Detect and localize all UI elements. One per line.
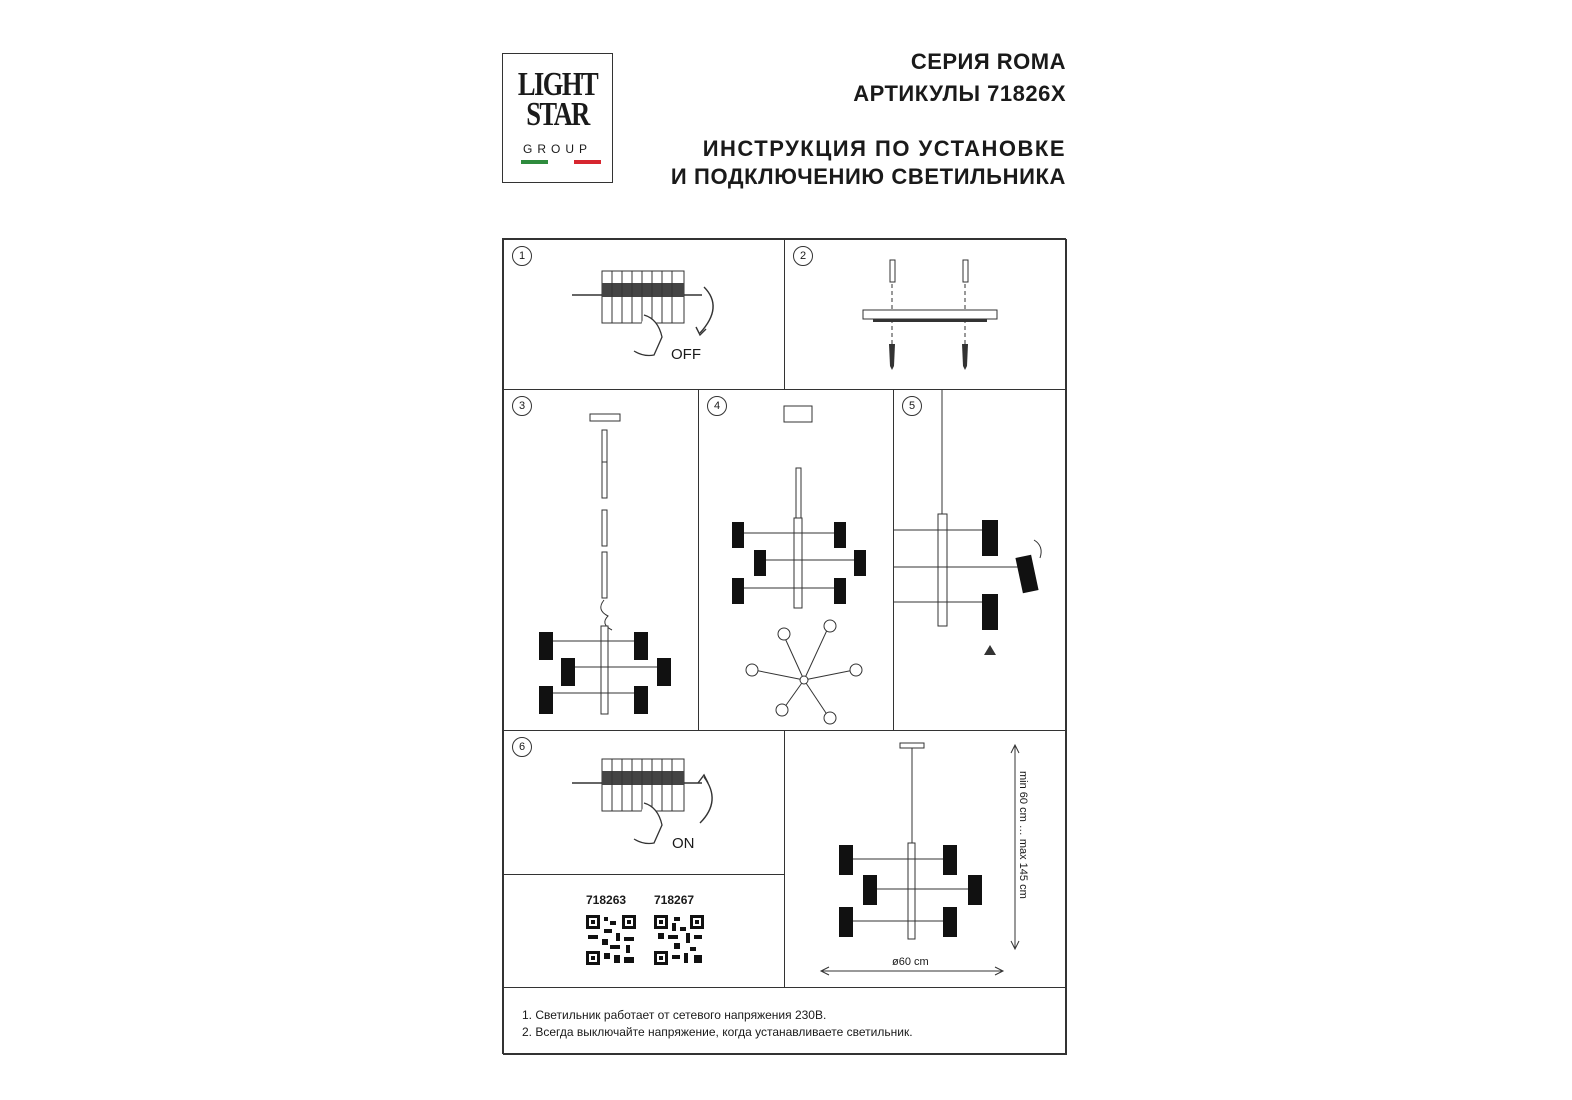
logo-line-2: STAR (526, 96, 589, 133)
step-4-panel (698, 389, 894, 731)
step-number: 6 (512, 737, 532, 757)
logo-line-3: GROUP (522, 142, 592, 156)
qr-code-icon[interactable] (654, 915, 704, 965)
shade-rotation-icon (894, 390, 1066, 730)
step-6-panel (503, 730, 785, 875)
canopy-and-arms-icon (724, 398, 884, 728)
articles-title: АРТИКУЛЫ 71826X (853, 81, 1066, 106)
step-number: 5 (902, 396, 922, 416)
qr-code-icon[interactable] (586, 915, 636, 965)
qr-panel (503, 874, 785, 988)
instruction-title-line1: ИНСТРУКЦИЯ ПО УСТАНОВКЕ (702, 136, 1066, 161)
instruction-title-line2: И ПОДКЛЮЧЕНИЮ СВЕТИЛЬНИКА (670, 164, 1066, 189)
step-number: 2 (793, 246, 813, 266)
step-2-panel (784, 239, 1067, 390)
note-2: 2. Всегда выключайте напряжение, когда устанавливаете светильник. (522, 1025, 913, 1039)
qr-code-label-1: 718263 (586, 893, 627, 907)
instruction-grid (502, 238, 1066, 1054)
note-1: 1. Светильник работает от сетевого напряжения 230В. (522, 1008, 827, 1022)
breaker-switch-off-icon (564, 265, 734, 365)
rod-assembly-icon (534, 400, 684, 720)
step-number: 1 (512, 246, 532, 266)
step-number: 4 (707, 396, 727, 416)
brand-logo (502, 53, 613, 183)
on-label: ON (672, 835, 695, 852)
diameter-dimension-label: ø60 cm (892, 956, 929, 968)
dimensions-panel (784, 730, 1067, 988)
step-number: 3 (512, 396, 532, 416)
qr-code-label-2: 718267 (654, 893, 695, 907)
step-5-panel (893, 389, 1067, 731)
off-label: OFF (671, 346, 701, 363)
italian-flag-icon (521, 160, 601, 164)
logo-line-1: LIGHT (517, 66, 598, 103)
mounting-plate-screws-icon (855, 254, 1005, 374)
step-1-panel (503, 239, 785, 390)
series-title: СЕРИЯ ROMA (910, 49, 1066, 74)
step-3-panel (503, 389, 699, 731)
height-dimension-label: min 60 cm … max 145 cm (1017, 771, 1029, 899)
breaker-switch-on-icon (564, 753, 734, 853)
